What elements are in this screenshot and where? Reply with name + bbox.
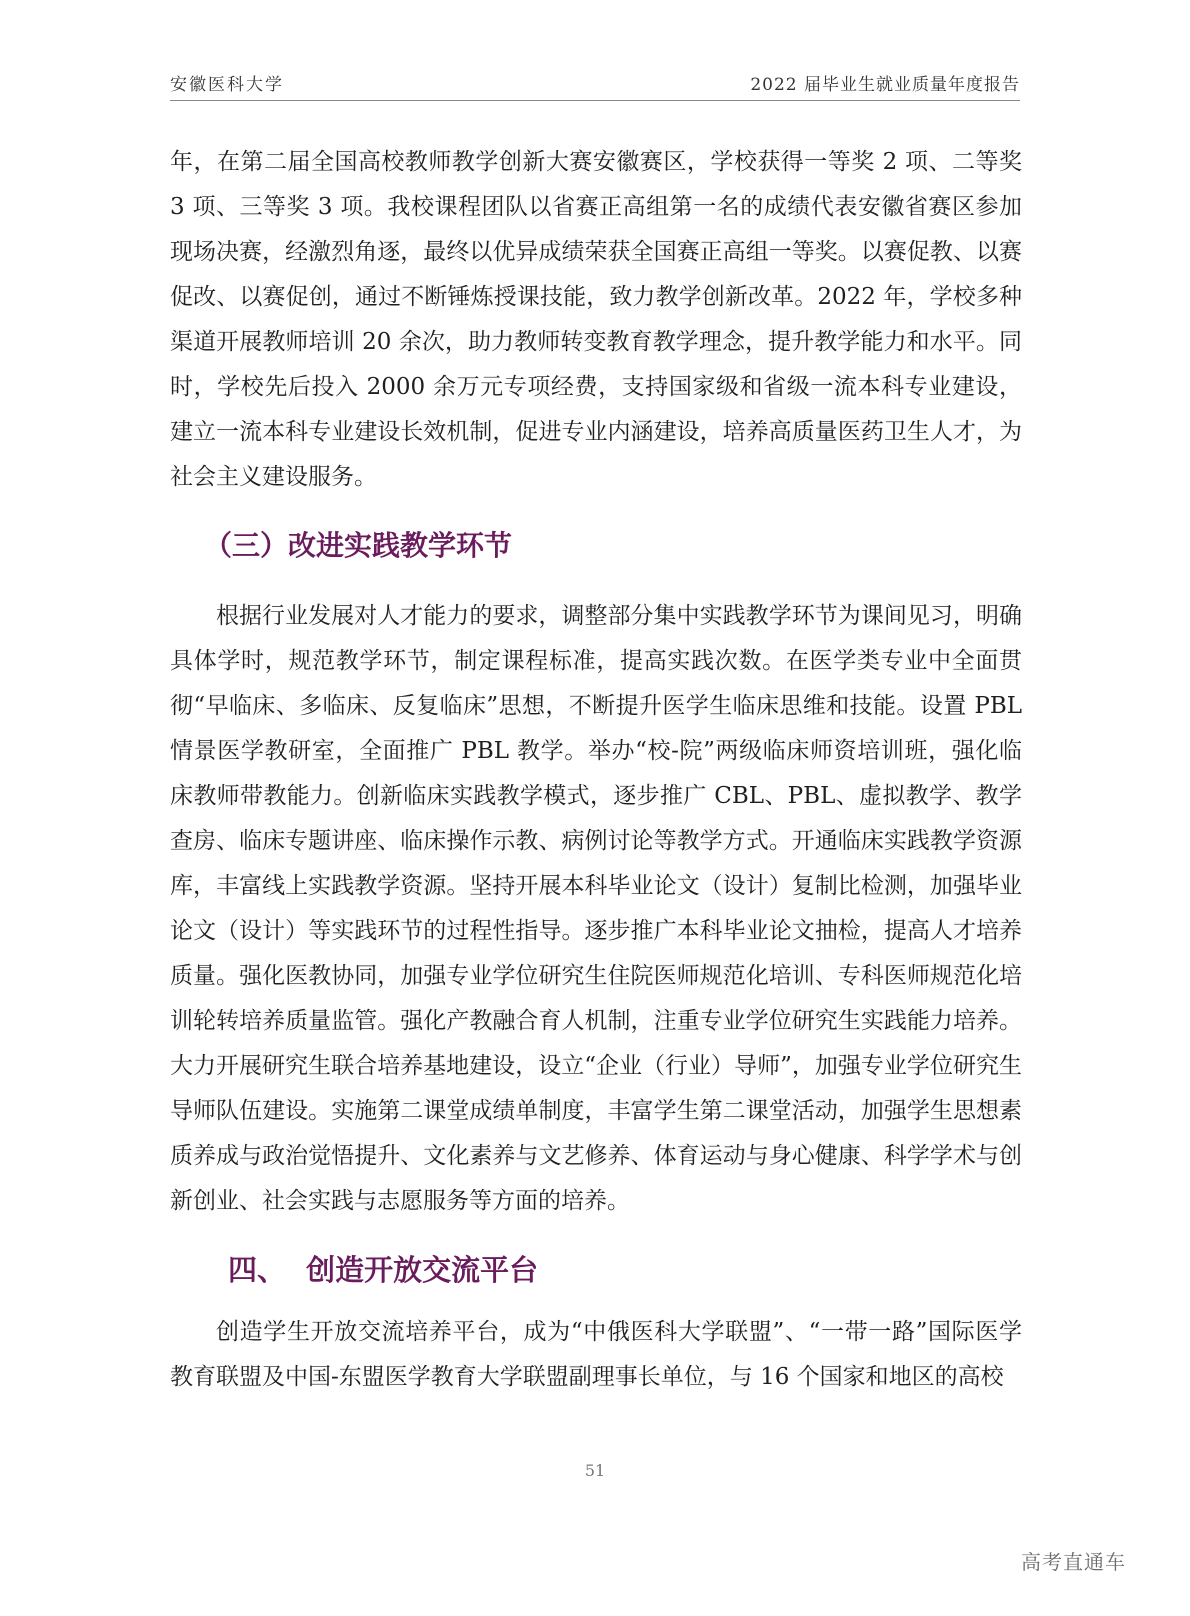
- watermark-text: 高考直通车: [1021, 1550, 1126, 1574]
- page-number: 51: [584, 1461, 606, 1480]
- paragraph-practice-teaching: 根据行业发展对人才能力的要求，调整部分集中实践教学环节为课间见习，明确具体学时，规范教学环节，制定课程标准，提高实践次数。在医学类专业中全面贯彻“早临床、多临床、反复临床”思想，不断提升医学生临床思维和技能。设置 PBL 情景医学教研室，全面推广 PBL 教学。举办“校-院”两级临床师资培训班，强化临床教师带教能力。创新临床实践教学模式，逐步推广 CBL、PBL、虚拟教学、教学查房、临床专题讲座、临床操作示教、病例讨论等教学方式。开通临床实践教学资源库，丰富线上实践教学资源。坚持开展本科毕业论文（设计）复制比检测，加强毕业论文（设计）等实践环节的过程性指导。逐步推广本科毕业论文抽检，提高人才培养质量。强化医教协同，加强专业学位研究生住院医师规范化培训、专科医师规范化培训轮转培养质量监管。强化产教融合育人机制，注重专业学位研究生实践能力培养。大力开展研究生联合培养基地建设，设立“企业（行业）导师”，加强专业学位研究生导师队伍建设。实施第二课堂成绩单制度，丰富学生第二课堂活动，加强学生思想素质养成与政治觉悟提升、文化素养与文艺修养、体育运动与身心健康、科学学术与创新创业、社会实践与志愿服务等方面的培养。: [170, 603, 1022, 1214]
- paragraph-teaching-innovation: 年，在第二届全国高校教师教学创新大赛安徽赛区，学校获得一等奖 2 项、二等奖 3 项、三等奖 3 项。我校课程团队以省赛正高组第一名的成绩代表安徽省赛区参加现场决赛，经激烈角逐，最终以优异成绩荣获全国赛正高组一等奖。以赛促教、以赛促改、以赛促创，通过不断锤炼授课技能，致力教学创新改革。2022 年，学校多种渠道开展教师培训 20 余次，助力教师转变教育教学理念，提升教学能力和水平。同时，学校先后投入 2000 余万元专项经费，支持国家级和省级一流本科专业建设，建立一流本科专业建设长效机制，促进专业内涵建设，培养高质量医药卫生人才，为社会主义建设服务。: [170, 149, 1022, 490]
- header-report-title: 2022 届毕业生就业质量年度报告: [750, 75, 1020, 95]
- paragraph-open-exchange: 创造学生开放交流培养平台，成为“中俄医科大学联盟”、“一带一路”国际医学教育联盟及中国-东盟医学教育大学联盟副理事长单位，与 16 个国家和地区的高校: [170, 1319, 1022, 1390]
- header-divider: [170, 100, 1020, 101]
- header-institution: 安徽医科大学: [170, 75, 284, 95]
- section-heading-open-exchange: 四、 创造开放交流平台: [228, 1253, 539, 1287]
- section-heading-practice-teaching: （三）改进实践教学环节: [204, 529, 513, 562]
- page-content: [170, 140, 1022, 1400]
- page-header: [170, 64, 1020, 94]
